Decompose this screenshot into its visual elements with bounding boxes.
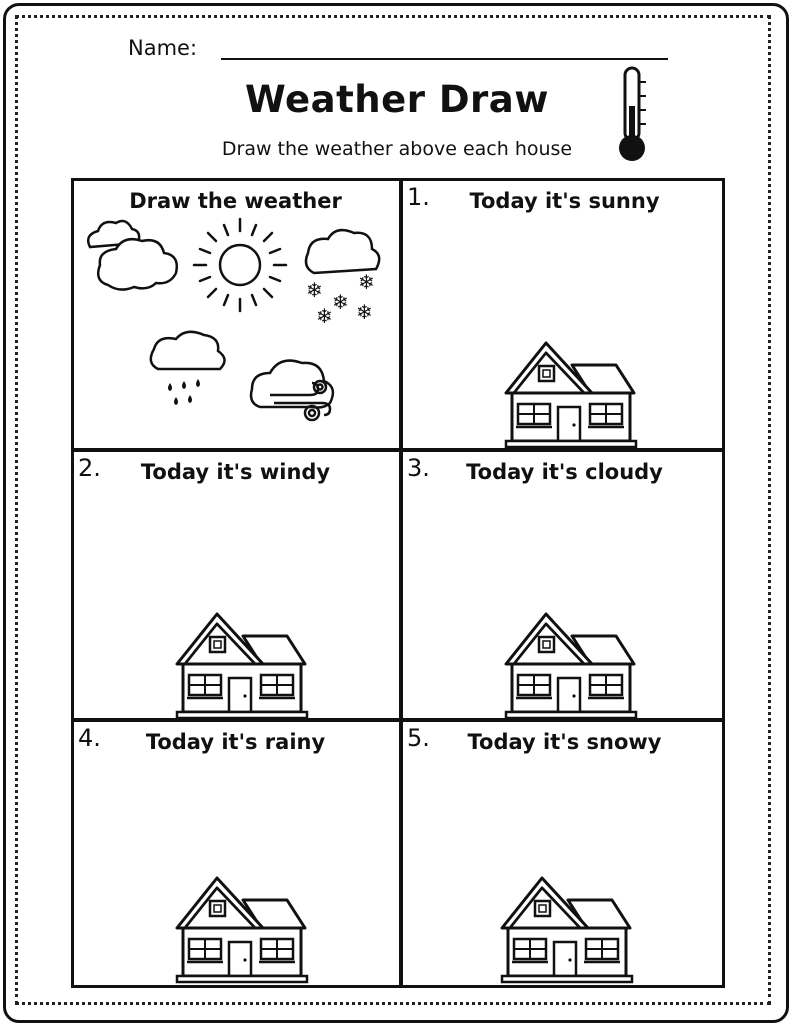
sun-icon	[194, 219, 286, 311]
svg-text:❄: ❄	[316, 304, 333, 328]
house-icon	[502, 612, 638, 722]
panel-cloudy[interactable]	[403, 452, 726, 719]
name-field[interactable]	[221, 58, 668, 60]
panel-label: Today it's snowy	[467, 730, 662, 754]
svg-text:❄: ❄	[358, 270, 375, 294]
svg-text:❄: ❄	[306, 278, 323, 302]
cloud-icon	[88, 221, 177, 290]
panel-windy[interactable]	[74, 452, 397, 719]
svg-text:❄: ❄	[332, 290, 349, 314]
rain-cloud-icon	[151, 332, 225, 405]
page-title: Weather Draw	[245, 78, 549, 121]
panel-sunny[interactable]	[403, 181, 726, 448]
panel-number: 4.	[78, 724, 101, 752]
key-panel	[74, 181, 397, 448]
panel-label: Today it's cloudy	[466, 460, 663, 484]
snow-cloud-icon	[306, 230, 379, 328]
house-icon	[173, 876, 309, 986]
panel-label: Today it's windy	[140, 460, 331, 484]
name-label: Name:	[128, 36, 198, 60]
name-row	[128, 36, 688, 66]
panel-label: Today it's rainy	[145, 730, 326, 754]
weather-grid	[71, 178, 725, 988]
panel-number: 1.	[407, 183, 430, 211]
panel-number: 5.	[407, 724, 430, 752]
panel-rainy[interactable]	[74, 722, 397, 985]
svg-text:❄: ❄	[356, 300, 373, 324]
house-icon	[498, 876, 634, 986]
panel-snowy[interactable]	[403, 722, 726, 985]
subtitle-text: Draw the weather above each house	[221, 138, 573, 160]
house-icon	[502, 341, 638, 451]
page-subtitle	[0, 138, 794, 160]
panel-number: 3.	[407, 454, 430, 482]
thermometer-icon	[612, 66, 652, 166]
weather-icons	[74, 181, 397, 448]
panel-label: Today it's sunny	[469, 189, 660, 213]
key-panel-title: Draw the weather	[129, 189, 342, 213]
panel-number: 2.	[78, 454, 101, 482]
house-icon	[173, 612, 309, 722]
wind-cloud-icon	[251, 361, 333, 420]
